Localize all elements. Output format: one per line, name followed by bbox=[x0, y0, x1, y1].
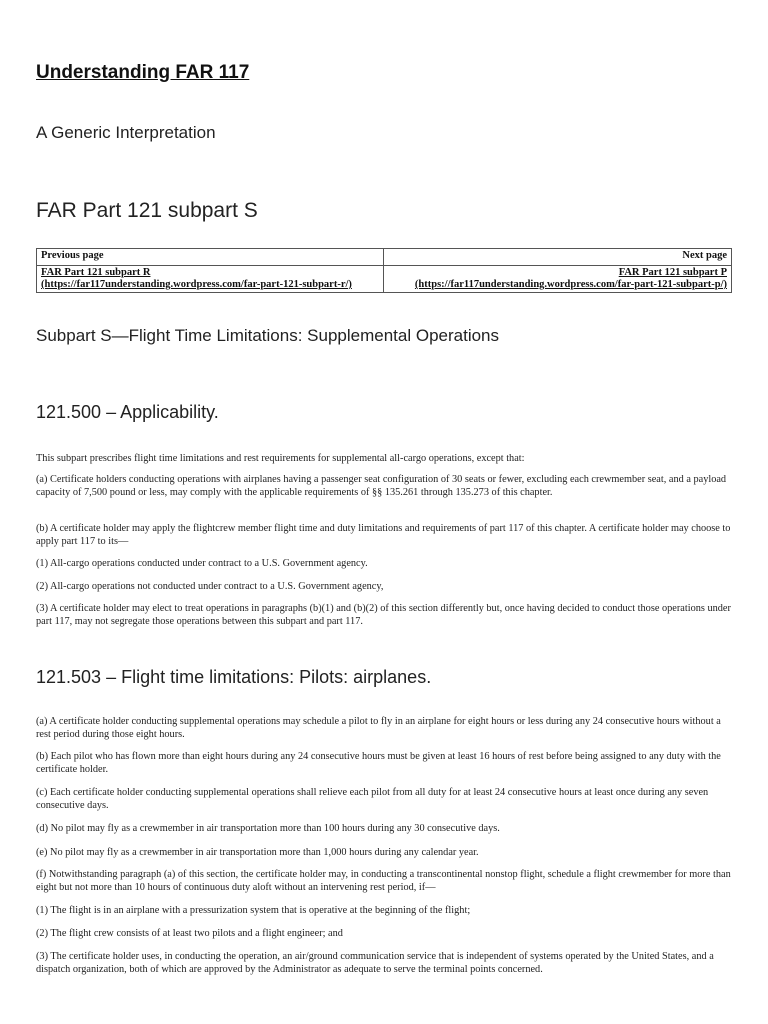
section-paragraph: (f) Notwithstanding paragraph (a) of this section, the certificate holder may, in conducting a transcontinental nonstop flight, schedule a flight crewmember for more than eight but not more than 10 hours of continuous duty aloft without an intervening rest period, if— bbox=[36, 869, 731, 893]
section-paragraph: (d) No pilot may fly as a crewmember in air transportation more than 100 hours during any 30 consecutive days. bbox=[36, 823, 500, 834]
previous-page-link-url[interactable]: (https://far117understanding.wordpress.com/far-part-121-subpart-r/) bbox=[41, 279, 352, 290]
section-paragraph: (a) A certificate holder conducting supplemental operations may schedule a pilot to fly in an airplane for eight hours or less during any 24 consecutive hours without a rest period during those eight hours. bbox=[36, 716, 721, 740]
section-paragraph: (b) A certificate holder may apply the flightcrew member flight time and duty limitations and requirements of part 117 of this chapter. A certificate holder may choose to apply part 117 to its— bbox=[36, 523, 731, 547]
nav-link-row bbox=[37, 266, 732, 293]
section-paragraph: (3) A certificate holder may elect to treat operations in paragraphs (b)(1) and (b)(2) of this section differently but, once having decided to conduct those operations under part 117, may not segregate those operations between this subpart and part 117. bbox=[36, 603, 731, 627]
section-paragraph: (3) The certificate holder uses, in conducting the operation, an air/ground communication service that is independent of systems operated by the United States, and a dispatch organization, both of which are approved by the Administrator as adequate to serve the terminal points concerned. bbox=[36, 951, 714, 975]
section-paragraph: (1) All-cargo operations conducted under contract to a U.S. Government agency. bbox=[36, 558, 368, 569]
section-paragraph: (1) The flight is in an airplane with a pressurization system that is operative at the beginning of the flight; bbox=[36, 905, 471, 916]
next-page-link[interactable] bbox=[415, 267, 727, 290]
section-paragraph: (a) Certificate holders conducting operations with airplanes having a passenger seat configuration of 30 seats or fewer, excluding each crewmember seat, and a payload capacity of 7,500 pound or less, may comply with the applicable requirements of §§ 135.261 through 135.273 of this chapter. bbox=[36, 474, 727, 498]
previous-page-cell bbox=[37, 266, 384, 293]
subpart-title: Subpart S—Flight Time Limitations: Supplemental Operations bbox=[36, 326, 500, 345]
section-paragraph: (c) Each certificate holder conducting supplemental operations shall relieve each pilot from all duty for at least 24 consecutive hours at least once during any seven consecutive days. bbox=[36, 787, 709, 811]
section-paragraph: (2) The flight crew consists of at least two pilots and a flight engineer; and bbox=[36, 928, 343, 939]
next-page-link-url[interactable]: (https://far117understanding.wordpress.com/far-part-121-subpart-p/) bbox=[414, 279, 727, 290]
section-heading: 121.500 – Applicability. bbox=[36, 402, 219, 422]
previous-page-header: Previous page bbox=[37, 249, 384, 266]
site-title[interactable]: Understanding FAR 117 bbox=[36, 62, 250, 83]
next-page-cell bbox=[383, 266, 731, 293]
section-paragraph: (2) All-cargo operations not conducted under contract to a U.S. Government agency, bbox=[36, 581, 384, 592]
section-paragraph: (e) No pilot may fly as a crewmember in air transportation more than 1,000 hours during any calendar year. bbox=[36, 847, 479, 858]
next-page-link-title[interactable]: FAR Part 121 subpart P bbox=[618, 267, 727, 278]
previous-page-link[interactable] bbox=[41, 267, 352, 290]
nav-header-row bbox=[37, 249, 732, 266]
section-paragraph: This subpart prescribes flight time limitations and rest requirements for supplemental all-cargo operations, except that: bbox=[36, 453, 525, 464]
next-page-header: Next page bbox=[383, 249, 731, 266]
section-heading: 121.503 – Flight time limitations: Pilots: airplanes. bbox=[36, 667, 432, 687]
page-title: FAR Part 121 subpart S bbox=[36, 199, 258, 222]
section-paragraph: (b) Each pilot who has flown more than eight hours during any 24 consecutive hours must be given at least 16 hours of rest before being assigned to any duty with the certificate holder. bbox=[36, 751, 721, 775]
previous-page-link-title[interactable]: FAR Part 121 subpart R bbox=[41, 267, 151, 278]
page-navigation-table bbox=[36, 248, 732, 293]
site-tagline: A Generic Interpretation bbox=[36, 123, 216, 142]
